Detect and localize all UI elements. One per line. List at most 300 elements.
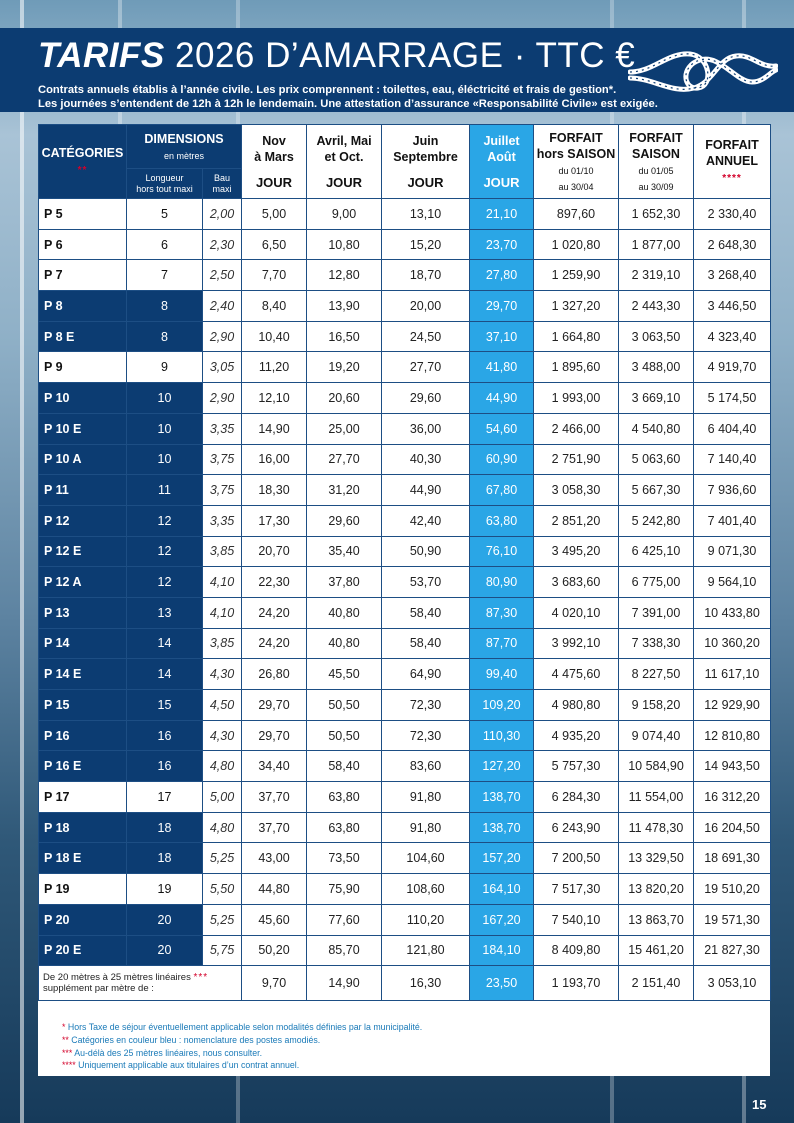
- row-juin-septembre: 58,40: [382, 597, 470, 628]
- table-row: [39, 690, 771, 721]
- row-beam: 2,00: [203, 199, 242, 230]
- row-juin-septembre: 53,70: [382, 567, 470, 598]
- row-nov-mars: 43,00: [242, 843, 307, 874]
- row-length: 10: [127, 444, 203, 475]
- row-forfait-saison: 9 074,40: [619, 720, 694, 751]
- row-beam: 5,25: [203, 843, 242, 874]
- row-category: P 8 E: [39, 321, 127, 352]
- row-length: 20: [127, 904, 203, 935]
- row-juin-septembre: 91,80: [382, 782, 470, 813]
- header-nov-mars: Nov à Mars JOUR: [242, 125, 307, 199]
- row-category: P 7: [39, 260, 127, 291]
- table-row: [39, 812, 771, 843]
- header-juillet-aout: Juillet Août JOUR: [470, 125, 534, 199]
- row-juin-septembre: 104,60: [382, 843, 470, 874]
- row-category: P 9: [39, 352, 127, 383]
- row-forfait-hors-saison: 2 466,00: [534, 413, 619, 444]
- footnote-text: Au-délà des 25 mètres linéaires, nous consulter.: [72, 1047, 263, 1058]
- row-avril-mai-oct: 63,80: [307, 782, 382, 813]
- row-nov-mars: 12,10: [242, 383, 307, 414]
- row-juillet-aout: 54,60: [470, 413, 534, 444]
- footnote-text: Hors Taxe de séjour éventuellement applicable selon modalités définies par la municipalité.: [65, 1022, 423, 1032]
- row-length: 11: [127, 475, 203, 506]
- header-juin-septembre: Juin Septembre JOUR: [382, 125, 470, 199]
- page-title: [38, 34, 635, 78]
- row-forfait-hors-saison: 4 980,80: [534, 690, 619, 721]
- table-row: [39, 352, 771, 383]
- footnote-stars: **: [62, 1034, 69, 1045]
- supplement-forfait-annuel: 3 053,10: [694, 966, 771, 1001]
- row-beam: 3,05: [203, 352, 242, 383]
- row-category: P 10 A: [39, 444, 127, 475]
- row-forfait-saison: 1 877,00: [619, 229, 694, 260]
- row-avril-mai-oct: 40,80: [307, 628, 382, 659]
- row-nov-mars: 24,20: [242, 597, 307, 628]
- row-nov-mars: 20,70: [242, 536, 307, 567]
- row-juillet-aout: 138,70: [470, 782, 534, 813]
- table-row: [39, 597, 771, 628]
- table-row: [39, 413, 771, 444]
- table-row: [39, 904, 771, 935]
- supplement-avr: 14,90: [307, 966, 382, 1001]
- row-beam: 5,00: [203, 782, 242, 813]
- supplement-row: [39, 966, 771, 1001]
- row-nov-mars: 45,60: [242, 904, 307, 935]
- table-row: [39, 874, 771, 905]
- tariff-rows: [39, 199, 771, 966]
- row-category: P 12: [39, 505, 127, 536]
- row-forfait-annuel: 5 174,50: [694, 383, 771, 414]
- row-nov-mars: 8,40: [242, 291, 307, 322]
- title-rest: 2026 D’AMARRAGE · TTC €: [164, 36, 636, 75]
- row-forfait-saison: 3 488,00: [619, 352, 694, 383]
- page-number: 15: [752, 1097, 767, 1112]
- row-nov-mars: 37,70: [242, 812, 307, 843]
- row-category: P 17: [39, 782, 127, 813]
- table-row: [39, 199, 771, 230]
- row-forfait-hors-saison: 3 683,60: [534, 567, 619, 598]
- header-forfait-hors-saison: FORFAIT hors SAISON du 01/10 au 30/04: [534, 125, 619, 199]
- row-beam: 3,85: [203, 628, 242, 659]
- row-beam: 4,30: [203, 659, 242, 690]
- row-avril-mai-oct: 13,90: [307, 291, 382, 322]
- categories-stars: **: [77, 164, 88, 176]
- row-nov-mars: 37,70: [242, 782, 307, 813]
- row-juin-septembre: 24,50: [382, 321, 470, 352]
- row-nov-mars: 18,30: [242, 475, 307, 506]
- row-beam: 3,35: [203, 413, 242, 444]
- row-length: 18: [127, 812, 203, 843]
- row-nov-mars: 10,40: [242, 321, 307, 352]
- row-juin-septembre: 42,40: [382, 505, 470, 536]
- row-forfait-annuel: 7 140,40: [694, 444, 771, 475]
- title-bold: TARIFS: [38, 36, 165, 75]
- row-forfait-hors-saison: 2 851,20: [534, 505, 619, 536]
- row-forfait-hors-saison: 3 495,20: [534, 536, 619, 567]
- row-juin-septembre: 83,60: [382, 751, 470, 782]
- row-juillet-aout: 27,80: [470, 260, 534, 291]
- row-beam: 5,75: [203, 935, 242, 966]
- row-beam: 4,80: [203, 751, 242, 782]
- row-juillet-aout: 127,20: [470, 751, 534, 782]
- row-beam: 4,30: [203, 720, 242, 751]
- row-forfait-hors-saison: 4 020,10: [534, 597, 619, 628]
- row-avril-mai-oct: 58,40: [307, 751, 382, 782]
- row-forfait-saison: 2 319,10: [619, 260, 694, 291]
- table-row: [39, 475, 771, 506]
- row-nov-mars: 17,30: [242, 505, 307, 536]
- table-row: [39, 383, 771, 414]
- row-forfait-saison: 11 554,00: [619, 782, 694, 813]
- row-length: 10: [127, 383, 203, 414]
- row-nov-mars: 29,70: [242, 720, 307, 751]
- supplement-juin: 16,30: [382, 966, 470, 1001]
- row-juin-septembre: 50,90: [382, 536, 470, 567]
- row-forfait-annuel: 7 401,40: [694, 505, 771, 536]
- row-forfait-annuel: 9 071,30: [694, 536, 771, 567]
- row-beam: 5,25: [203, 904, 242, 935]
- row-forfait-saison: 13 863,70: [619, 904, 694, 935]
- row-forfait-hors-saison: 1 259,90: [534, 260, 619, 291]
- supplement-label: De 20 mètres à 25 mètres linéaires *** supplément par mètre de :: [39, 966, 242, 1001]
- row-forfait-saison: 11 478,30: [619, 812, 694, 843]
- row-length: 8: [127, 321, 203, 352]
- row-length: 18: [127, 843, 203, 874]
- row-forfait-hors-saison: 8 409,80: [534, 935, 619, 966]
- footnote: [62, 1047, 422, 1060]
- row-nov-mars: 11,20: [242, 352, 307, 383]
- row-juin-septembre: 91,80: [382, 812, 470, 843]
- row-avril-mai-oct: 45,50: [307, 659, 382, 690]
- row-juillet-aout: 157,20: [470, 843, 534, 874]
- row-forfait-annuel: 2 648,30: [694, 229, 771, 260]
- row-avril-mai-oct: 40,80: [307, 597, 382, 628]
- row-forfait-hors-saison: 1 993,00: [534, 383, 619, 414]
- row-length: 7: [127, 260, 203, 291]
- row-juillet-aout: 167,20: [470, 904, 534, 935]
- row-avril-mai-oct: 19,20: [307, 352, 382, 383]
- row-avril-mai-oct: 16,50: [307, 321, 382, 352]
- footnote: [62, 1034, 422, 1047]
- row-forfait-hors-saison: 5 757,30: [534, 751, 619, 782]
- row-nov-mars: 6,50: [242, 229, 307, 260]
- supplement-juillet: 23,50: [470, 966, 534, 1001]
- row-forfait-annuel: 7 936,60: [694, 475, 771, 506]
- row-forfait-annuel: 11 617,10: [694, 659, 771, 690]
- row-forfait-annuel: 16 204,50: [694, 812, 771, 843]
- row-juin-septembre: 110,20: [382, 904, 470, 935]
- row-length: 10: [127, 413, 203, 444]
- row-forfait-saison: 13 820,20: [619, 874, 694, 905]
- row-length: 12: [127, 536, 203, 567]
- row-length: 14: [127, 659, 203, 690]
- row-beam: 4,10: [203, 597, 242, 628]
- row-juillet-aout: 138,70: [470, 812, 534, 843]
- row-juillet-aout: 41,80: [470, 352, 534, 383]
- row-beam: 2,50: [203, 260, 242, 291]
- table-row: [39, 782, 771, 813]
- supplement-forfait-saison: 2 151,40: [619, 966, 694, 1001]
- row-nov-mars: 14,90: [242, 413, 307, 444]
- table-row: [39, 659, 771, 690]
- row-forfait-annuel: 4 323,40: [694, 321, 771, 352]
- row-juillet-aout: 184,10: [470, 935, 534, 966]
- row-juillet-aout: 67,80: [470, 475, 534, 506]
- row-category: P 12 E: [39, 536, 127, 567]
- table-row: [39, 843, 771, 874]
- table-row: [39, 229, 771, 260]
- header-dimensions: DIMENSIONS en mètres: [127, 125, 242, 169]
- row-forfait-annuel: 6 404,40: [694, 413, 771, 444]
- row-beam: 3,75: [203, 444, 242, 475]
- row-juillet-aout: 80,90: [470, 567, 534, 598]
- table-row: [39, 751, 771, 782]
- row-nov-mars: 7,70: [242, 260, 307, 291]
- footnote-stars: *: [62, 1022, 66, 1032]
- row-avril-mai-oct: 77,60: [307, 904, 382, 935]
- row-category: P 15: [39, 690, 127, 721]
- row-length: 6: [127, 229, 203, 260]
- row-avril-mai-oct: 50,50: [307, 720, 382, 751]
- row-forfait-hors-saison: 7 200,50: [534, 843, 619, 874]
- row-forfait-saison: 15 461,20: [619, 935, 694, 966]
- footnote: [62, 1059, 422, 1072]
- row-nov-mars: 44,80: [242, 874, 307, 905]
- row-juillet-aout: 87,30: [470, 597, 534, 628]
- row-nov-mars: 29,70: [242, 690, 307, 721]
- row-juin-septembre: 64,90: [382, 659, 470, 690]
- row-juillet-aout: 110,30: [470, 720, 534, 751]
- row-juin-septembre: 44,90: [382, 475, 470, 506]
- header-forfait-saison: FORFAIT SAISON du 01/05 au 30/09: [619, 125, 694, 199]
- row-avril-mai-oct: 29,60: [307, 505, 382, 536]
- row-forfait-hors-saison: 7 517,30: [534, 874, 619, 905]
- row-forfait-annuel: 4 919,70: [694, 352, 771, 383]
- row-forfait-hors-saison: 1 327,20: [534, 291, 619, 322]
- row-juillet-aout: 76,10: [470, 536, 534, 567]
- row-forfait-annuel: 12 929,90: [694, 690, 771, 721]
- header-categories: CATÉGORIES **: [39, 125, 127, 199]
- header-avril-mai-oct: Avril, Mai et Oct. JOUR: [307, 125, 382, 199]
- row-avril-mai-oct: 50,50: [307, 690, 382, 721]
- row-beam: 5,50: [203, 874, 242, 905]
- row-length: 16: [127, 720, 203, 751]
- row-forfait-hors-saison: 3 058,30: [534, 475, 619, 506]
- row-forfait-annuel: 16 312,20: [694, 782, 771, 813]
- row-forfait-annuel: 14 943,50: [694, 751, 771, 782]
- row-forfait-annuel: 3 268,40: [694, 260, 771, 291]
- row-nov-mars: 24,20: [242, 628, 307, 659]
- tariff-table-panel: [38, 124, 770, 1076]
- footnote: [62, 1021, 422, 1034]
- row-length: 5: [127, 199, 203, 230]
- row-length: 9: [127, 352, 203, 383]
- row-forfait-annuel: 21 827,30: [694, 935, 771, 966]
- row-category: P 10: [39, 383, 127, 414]
- row-length: 15: [127, 690, 203, 721]
- row-juin-septembre: 18,70: [382, 260, 470, 291]
- row-forfait-saison: 6 425,10: [619, 536, 694, 567]
- row-forfait-hors-saison: 3 992,10: [534, 628, 619, 659]
- subtitle-line-1: Contrats annuels établis à l’année civile. Les prix comprennent : toilettes, eau, éléctricité et frais de gestion*.: [38, 84, 617, 96]
- row-category: P 18: [39, 812, 127, 843]
- row-juillet-aout: 99,40: [470, 659, 534, 690]
- row-length: 16: [127, 751, 203, 782]
- row-avril-mai-oct: 75,90: [307, 874, 382, 905]
- row-forfait-hors-saison: 6 284,30: [534, 782, 619, 813]
- row-juin-septembre: 29,60: [382, 383, 470, 414]
- row-avril-mai-oct: 85,70: [307, 935, 382, 966]
- row-nov-mars: 22,30: [242, 567, 307, 598]
- row-category: P 14: [39, 628, 127, 659]
- row-category: P 18 E: [39, 843, 127, 874]
- row-juin-septembre: 108,60: [382, 874, 470, 905]
- row-avril-mai-oct: 73,50: [307, 843, 382, 874]
- row-juin-septembre: 27,70: [382, 352, 470, 383]
- row-juillet-aout: 37,10: [470, 321, 534, 352]
- row-forfait-hors-saison: 1 895,60: [534, 352, 619, 383]
- footnote-text: Catégories en couleur bleu : nomenclature des postes amodiés.: [68, 1034, 321, 1045]
- row-length: 13: [127, 597, 203, 628]
- row-juillet-aout: 60,90: [470, 444, 534, 475]
- row-juin-septembre: 15,20: [382, 229, 470, 260]
- row-forfait-saison: 13 329,50: [619, 843, 694, 874]
- row-avril-mai-oct: 20,60: [307, 383, 382, 414]
- row-forfait-saison: 3 063,50: [619, 321, 694, 352]
- row-forfait-annuel: 3 446,50: [694, 291, 771, 322]
- row-forfait-saison: 7 391,00: [619, 597, 694, 628]
- table-row: [39, 444, 771, 475]
- row-forfait-hors-saison: 7 540,10: [534, 904, 619, 935]
- row-avril-mai-oct: 9,00: [307, 199, 382, 230]
- row-category: P 16 E: [39, 751, 127, 782]
- header-forfait-annuel: FORFAIT ANNUEL ****: [694, 125, 771, 199]
- table-row: [39, 291, 771, 322]
- row-juin-septembre: 20,00: [382, 291, 470, 322]
- subtitle-line-2: Les journées s’entendent de 12h à 12h le lendemain. Une attestation d’assurance «Responsabilité Civile» est exigée.: [38, 98, 658, 110]
- row-juin-septembre: 58,40: [382, 628, 470, 659]
- row-juin-septembre: 36,00: [382, 413, 470, 444]
- supplement-nov: 9,70: [242, 966, 307, 1001]
- footnote-text: Uniquement applicable aux titulaires d’un contrat annuel.: [75, 1060, 300, 1071]
- row-forfait-annuel: 19 510,20: [694, 874, 771, 905]
- row-juillet-aout: 23,70: [470, 229, 534, 260]
- row-forfait-saison: 3 669,10: [619, 383, 694, 414]
- header-bau: Bau maxi: [203, 169, 242, 199]
- row-beam: 2,90: [203, 383, 242, 414]
- row-forfait-hors-saison: 1 020,80: [534, 229, 619, 260]
- row-beam: 2,30: [203, 229, 242, 260]
- row-beam: 3,35: [203, 505, 242, 536]
- row-forfait-hors-saison: 4 935,20: [534, 720, 619, 751]
- supplement-forfait-hors-saison: 1 193,70: [534, 966, 619, 1001]
- table-row: [39, 720, 771, 751]
- row-juillet-aout: 21,10: [470, 199, 534, 230]
- row-category: P 20: [39, 904, 127, 935]
- row-beam: 4,80: [203, 812, 242, 843]
- row-nov-mars: 50,20: [242, 935, 307, 966]
- row-length: 14: [127, 628, 203, 659]
- row-juin-septembre: 72,30: [382, 720, 470, 751]
- row-category: P 10 E: [39, 413, 127, 444]
- table-row: [39, 628, 771, 659]
- row-avril-mai-oct: 25,00: [307, 413, 382, 444]
- row-category: P 8: [39, 291, 127, 322]
- row-forfait-saison: 7 338,30: [619, 628, 694, 659]
- row-beam: 4,50: [203, 690, 242, 721]
- table-row: [39, 567, 771, 598]
- row-juillet-aout: 63,80: [470, 505, 534, 536]
- row-forfait-saison: 5 242,80: [619, 505, 694, 536]
- row-forfait-hors-saison: 2 751,90: [534, 444, 619, 475]
- row-category: P 20 E: [39, 935, 127, 966]
- row-beam: 2,40: [203, 291, 242, 322]
- table-row: [39, 260, 771, 291]
- row-forfait-saison: 1 652,30: [619, 199, 694, 230]
- row-juin-septembre: 40,30: [382, 444, 470, 475]
- table-row: [39, 321, 771, 352]
- row-avril-mai-oct: 63,80: [307, 812, 382, 843]
- row-forfait-hors-saison: 6 243,90: [534, 812, 619, 843]
- table-row: [39, 935, 771, 966]
- row-category: P 5: [39, 199, 127, 230]
- row-length: 12: [127, 567, 203, 598]
- row-juin-septembre: 121,80: [382, 935, 470, 966]
- row-beam: 3,85: [203, 536, 242, 567]
- row-forfait-hors-saison: 1 664,80: [534, 321, 619, 352]
- row-beam: 2,90: [203, 321, 242, 352]
- row-nov-mars: 26,80: [242, 659, 307, 690]
- row-forfait-saison: 8 227,50: [619, 659, 694, 690]
- row-category: P 19: [39, 874, 127, 905]
- row-length: 20: [127, 935, 203, 966]
- row-forfait-saison: 9 158,20: [619, 690, 694, 721]
- row-forfait-annuel: 10 360,20: [694, 628, 771, 659]
- row-avril-mai-oct: 27,70: [307, 444, 382, 475]
- row-avril-mai-oct: 31,20: [307, 475, 382, 506]
- row-category: P 13: [39, 597, 127, 628]
- row-forfait-annuel: 19 571,30: [694, 904, 771, 935]
- row-avril-mai-oct: 37,80: [307, 567, 382, 598]
- row-nov-mars: 34,40: [242, 751, 307, 782]
- row-forfait-annuel: 18 691,30: [694, 843, 771, 874]
- row-juillet-aout: 44,90: [470, 383, 534, 414]
- row-category: P 6: [39, 229, 127, 260]
- rope-knot-icon: [628, 42, 778, 98]
- row-length: 19: [127, 874, 203, 905]
- row-forfait-hors-saison: 897,60: [534, 199, 619, 230]
- row-juillet-aout: 109,20: [470, 690, 534, 721]
- row-nov-mars: 5,00: [242, 199, 307, 230]
- row-juillet-aout: 87,70: [470, 628, 534, 659]
- row-length: 12: [127, 505, 203, 536]
- row-forfait-annuel: 2 330,40: [694, 199, 771, 230]
- row-nov-mars: 16,00: [242, 444, 307, 475]
- row-juin-septembre: 72,30: [382, 690, 470, 721]
- row-forfait-saison: 5 667,30: [619, 475, 694, 506]
- row-category: P 11: [39, 475, 127, 506]
- row-forfait-saison: 6 775,00: [619, 567, 694, 598]
- footnotes: [62, 1021, 422, 1072]
- row-forfait-annuel: 10 433,80: [694, 597, 771, 628]
- row-category: P 14 E: [39, 659, 127, 690]
- footnote-stars: ***: [62, 1047, 73, 1058]
- row-beam: 3,75: [203, 475, 242, 506]
- row-juin-septembre: 13,10: [382, 199, 470, 230]
- footnote-stars: ****: [62, 1060, 76, 1071]
- row-forfait-saison: 4 540,80: [619, 413, 694, 444]
- annuel-stars: ****: [722, 172, 742, 184]
